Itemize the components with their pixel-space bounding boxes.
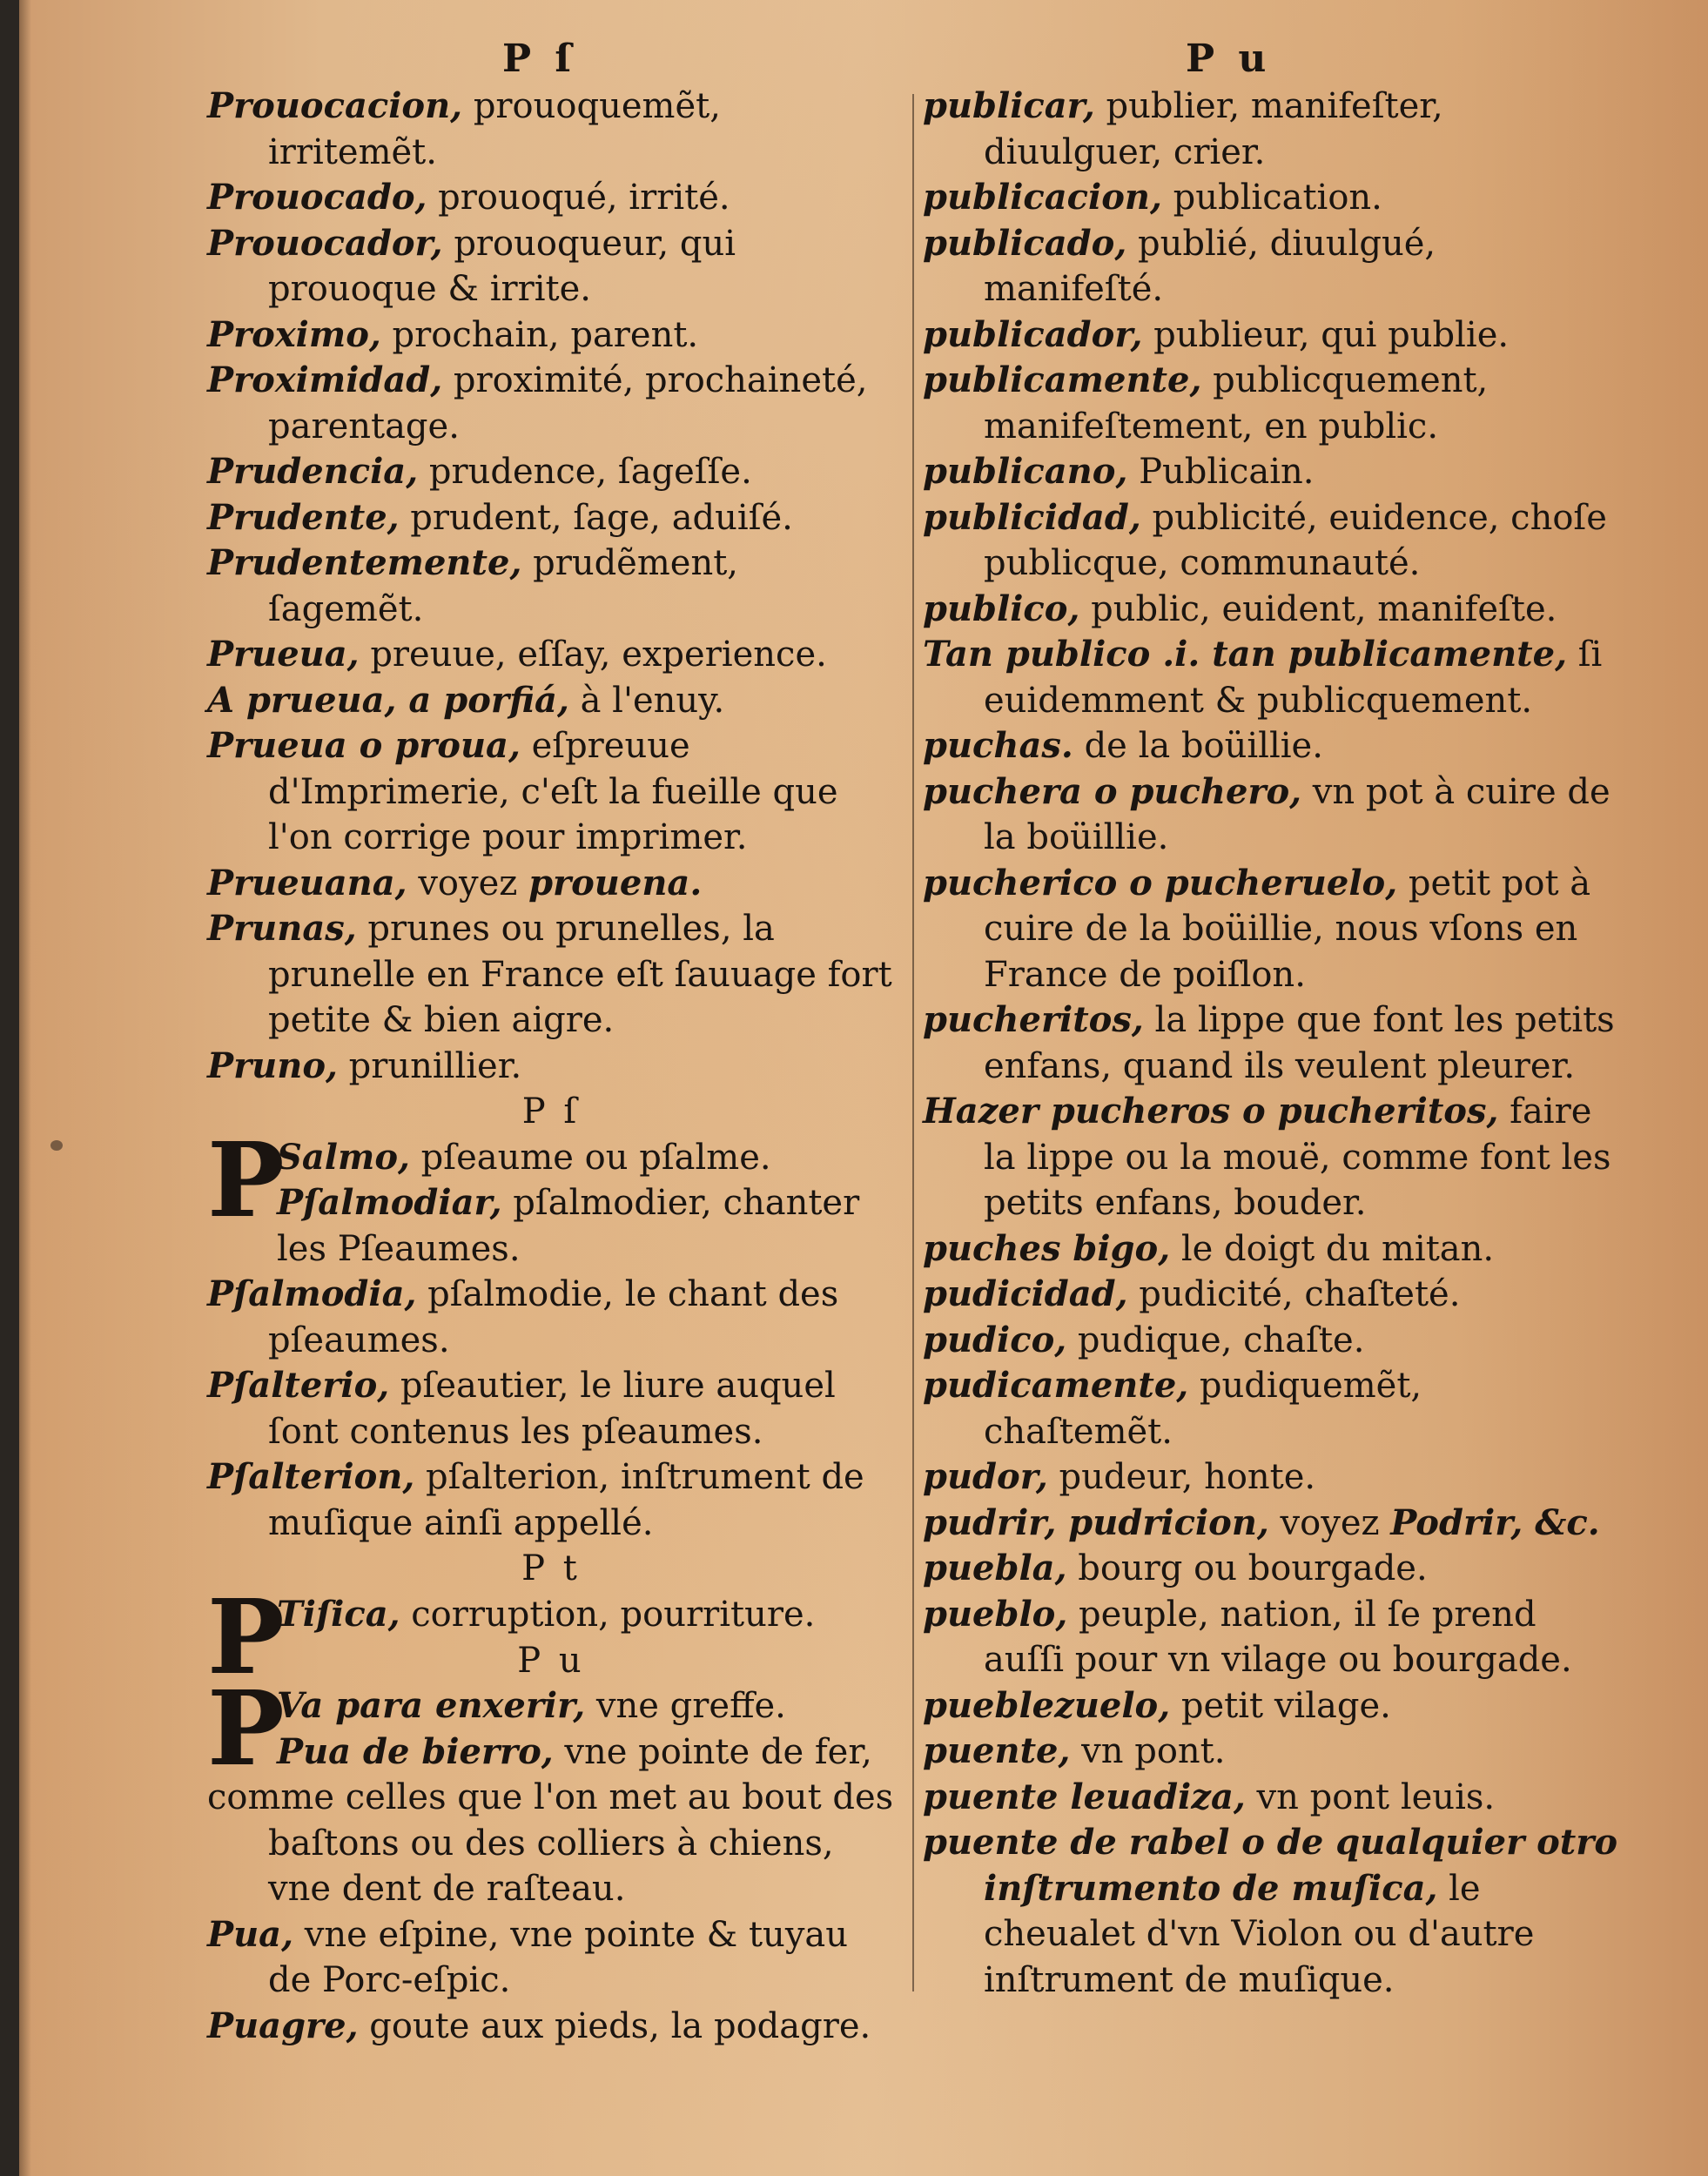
definition: preuue, eſſay, experience. [359,635,827,675]
dictionary-entry [207,1912,895,2004]
definition: Publicain. [1127,452,1315,492]
cross-reference: prouena. [528,862,703,903]
dictionary-entry [923,495,1619,587]
section-heading-pt: P t [521,1548,581,1588]
definition: à l'enuy. [568,680,725,721]
headword: Prudentemente, [207,542,522,583]
headword: puente leuadiza, [923,1776,1246,1817]
left-entries-pu [207,1775,895,2049]
dictionary-entry [923,1501,1619,1547]
headword: publicador, [923,313,1143,355]
right-entries [923,84,1619,2003]
headword: pueblo, [923,1593,1068,1635]
headword: Prueua o proua, [207,725,521,766]
headword: Pſalterion, [207,1456,415,1497]
definition: voyez [1268,1502,1391,1543]
headword: pudico, [923,1319,1067,1360]
dictionary-entry [923,1089,1619,1226]
headword: Pua de bierro, [277,1730,554,1772]
right-column [923,84,1619,2003]
headword: pudrir, pudricion, [923,1501,1269,1543]
definition: publié, diuulgué, manifeſté. [984,223,1436,309]
section-heading-ps: P ſ [521,1091,581,1132]
book-page [19,0,1708,2176]
definition: pſalmodier, chanter [501,1183,860,1223]
dictionary-entry [207,678,895,724]
dictionary-entry [923,1775,1619,1821]
definition: faire la lippe ou la mouë, comme font les petits enfans, bouder. [984,1091,1611,1223]
headword: Tan publico .i. tan publicamente, [923,634,1567,675]
left-column [207,84,895,2049]
running-head-right: P u [1186,37,1272,81]
left-entries-top [207,84,895,1089]
definition: prudence, ſageſſe. [418,452,752,492]
definition: petit pot à cuire de la boüillie, nous vſons en France de poiſlon. [984,863,1591,995]
headword: Puagre, [207,2005,359,2046]
definition: bourg ou bourgade. [1066,1548,1428,1588]
definition: pſeautier, le liure auquel ſont contenus les pſeaumes. [268,1366,836,1452]
drop-cap: P [207,1575,285,1697]
dictionary-entry [923,1272,1619,1318]
dictionary-entry [207,358,895,449]
definition: publieur, qui publie. [1142,314,1510,355]
entry [277,1592,895,1638]
headword: Pua, [207,1913,294,1955]
dictionary-entry [923,221,1619,312]
dictionary-entry [923,1546,1619,1592]
headword: publicar, [923,85,1095,126]
definition: eſpreuue d'Imprimerie, c'eſt la fueille que l'on corrige pour imprimer. [268,726,838,857]
dictionary-entry [923,861,1619,998]
definition: pudiquemẽt, chaſtemẽt. [984,1366,1422,1452]
headword: Pſalterio, [207,1365,390,1406]
definition: prouoqueur, qui prouoque & irrite. [268,223,736,309]
definition: goute aux pieds, la podagre. [358,2005,871,2046]
initial-entry-pt [207,1575,895,1697]
headword: Prouocado, [207,177,427,218]
headword: Pruno, [207,1044,338,1086]
definition: pudique, chaſte. [1066,1320,1365,1360]
dictionary-entry [923,587,1619,633]
entry [277,1729,895,1776]
dictionary-entry [207,1363,895,1454]
headword: Prouocacion, [207,85,463,126]
headword: puente de rabel o de qualquier otro inſtrumento de muſica, [923,1822,1618,1909]
dictionary-entry [207,449,895,495]
initial-entry-ps [207,1118,895,1273]
headword: Pſalmodia, [207,1273,417,1314]
dictionary-entry [207,541,895,632]
definition: pudeur, honte. [1047,1457,1316,1497]
dictionary-entry [207,1272,895,1363]
definition: prochain, parent. [380,314,699,355]
headword: Prueuana, [207,862,407,903]
dictionary-entry [923,1318,1619,1364]
gutter-shadow [19,0,31,2176]
definition: corruption, pourriture. [400,1594,816,1635]
dictionary-entry [923,1592,1619,1683]
headword: Pſalmodiar, [277,1182,502,1223]
definition: prudẽment, ſagemẽt. [268,543,739,629]
definition: publication. [1161,178,1382,218]
dictionary-entry [923,1363,1619,1454]
dictionary-entry [923,769,1619,861]
headword: Prouocador, [207,222,443,264]
dictionary-entry [923,312,1619,359]
entry-continuation: les Pſeaumes. [277,1228,521,1269]
dictionary-entry [207,1775,895,1912]
definition: publier, manifeſter, diuulguer, crier. [984,86,1443,172]
drop-cap: P [207,1668,285,1789]
headword: pudicamente, [923,1365,1189,1406]
definition: publicquement, manifeſtement, en public. [984,360,1489,447]
column-rule [912,94,914,1991]
definition: prudent, ſage, aduiſé. [399,497,793,538]
dictionary-entry [207,221,895,312]
section-heading-pu: P u [517,1640,585,1681]
dictionary-entry [923,449,1619,495]
headword: Tiſica, [277,1593,400,1635]
headword: pudor, [923,1456,1048,1497]
headword: Salmo, [277,1136,410,1178]
definition: pſeaume ou pſalme. [409,1137,771,1178]
dictionary-entry [207,84,895,175]
definition: peuple, nation, il ſe prend auſſi pour vn vilage ou bourgade. [984,1594,1572,1680]
dictionary-entry [207,632,895,678]
definition: pſalterion, inſtrument de muſique ainſi appellé. [268,1457,864,1543]
headword: Prueua, [207,634,360,675]
dictionary-entry [923,1454,1619,1501]
headword: puebla, [923,1548,1067,1588]
dictionary-entry [923,1683,1619,1729]
headword: pucheritos, [923,999,1144,1040]
headword: Hazer pucheros o pucheritos, [923,1091,1499,1132]
running-head-left: P ſ [502,37,577,81]
dictionary-entry [923,1226,1619,1273]
initial-entry-pu [207,1668,895,1789]
headword: pucherico o pucheruelo, [923,862,1398,903]
entry [277,1135,895,1181]
headword: publicacion, [923,177,1162,218]
definition: proximité, prochaineté, parentage. [268,360,868,447]
definition: comme celles que l'on met au bout des baſtons ou des colliers à chiens, vne dent de raſteau. [207,1777,894,1909]
definition: vne greffe. [585,1686,786,1726]
definition: public, euident, manifeſte. [1079,588,1557,629]
headword: publicado, [923,222,1127,264]
definition: prouoqué, irrité. [427,178,730,218]
definition: prunillier. [337,1045,522,1086]
dictionary-entry [207,175,895,221]
dictionary-entry [207,861,895,907]
headword: publicano, [923,451,1128,492]
headword: Prudente, [207,496,400,538]
headword: Proximo, [207,313,381,355]
dictionary-entry [207,495,895,541]
headword: puchas. [923,725,1073,766]
headword: puchera o puchero, [923,770,1302,812]
definition: le cheualet d'vn Violon ou d'autre inſtrument de muſique. [984,1868,1535,2000]
definition: voyez [407,863,529,903]
dictionary-entry [207,1454,895,1546]
headword: A prueua, a porfiá, [207,679,569,721]
definition: vn pot à cuire de la boüillie. [984,771,1610,857]
headword: Prudencia, [207,451,419,492]
definition: prouoquemẽt, irritemẽt. [268,86,721,172]
dictionary-entry [923,358,1619,449]
definition: la lippe que font les petits enfans, quand ils veulent pleurer. [984,1000,1615,1086]
headword: publicidad, [923,496,1141,538]
headword: puente, [923,1730,1071,1771]
dictionary-entry [207,906,895,1044]
definition: pudicité, chaſteté. [1127,1274,1461,1314]
dictionary-entry [207,723,895,861]
dictionary-entry [923,175,1619,221]
definition: prunes ou prunelles, la prunelle en France eſt ſauuage fort petite & bien aigre. [268,909,892,1040]
headword: pueblezuelo, [923,1684,1171,1726]
definition: pſalmodie, le chant des pſeaumes. [268,1274,839,1360]
definition: petit vilage. [1170,1685,1391,1726]
definition: de la boüillie. [1073,726,1323,766]
headword: Va para enxerir, [277,1685,586,1726]
dictionary-entry [923,632,1619,723]
headword: Proximidad, [207,359,443,400]
ink-spot [50,1140,63,1151]
headword: publicamente, [923,359,1202,400]
left-entries-ps [207,1272,895,1546]
dictionary-entry [923,1729,1619,1775]
definition: vn pont leuis. [1245,1776,1496,1817]
entry [277,1683,895,1729]
drop-cap: P [207,1118,285,1240]
headword: Prunas, [207,908,357,949]
dictionary-entry [923,997,1619,1089]
entry [277,1180,895,1226]
headword: pudicidad, [923,1273,1128,1314]
dictionary-entry [207,1044,895,1090]
dictionary-entry [207,2004,895,2050]
dictionary-entry [923,1820,1619,2003]
definition: ſi euidemment & publicquement. [984,635,1603,721]
definition: vne pointe de fer, [553,1731,872,1772]
dictionary-entry [923,84,1619,175]
dictionary-entry [207,312,895,359]
definition: vn pont. [1070,1731,1226,1771]
headword: puches bigo, [923,1227,1171,1269]
definition: le doigt du mitan. [1170,1228,1495,1269]
definition: publicité, euidence, choſe publicque, communauté. [984,497,1607,583]
cross-reference: Podrir, &c. [1390,1501,1600,1543]
definition: vne eſpine, vne pointe & tuyau de Porc-eſpic. [268,1914,849,2000]
headword: publico, [923,588,1080,629]
dictionary-entry [923,723,1619,769]
